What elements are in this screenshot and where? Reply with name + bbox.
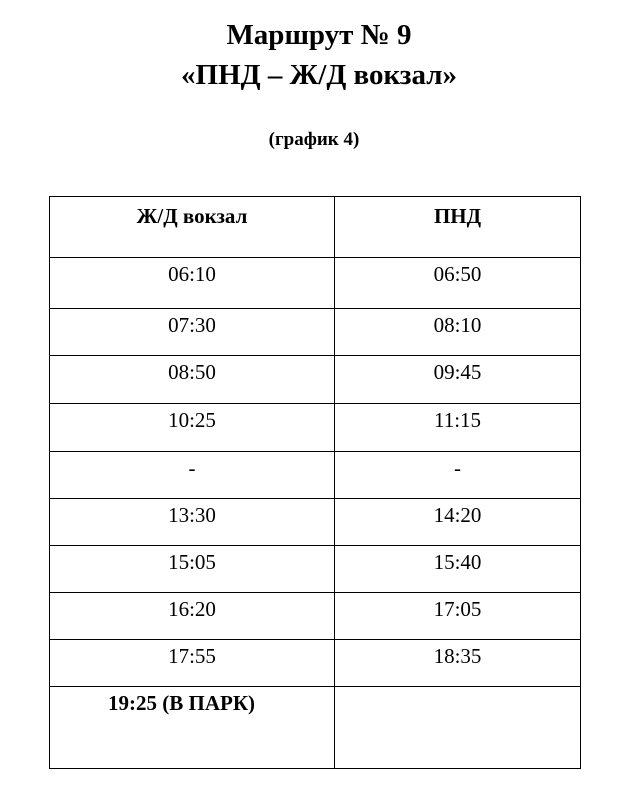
departure-railway-station: 15:05: [50, 546, 335, 593]
departure-pnd: 11:15: [335, 404, 581, 452]
table-row: [50, 546, 581, 593]
departure-pnd: 18:35: [335, 640, 581, 687]
page-title-line-2: «ПНД – Ж/Д вокзал»: [181, 59, 457, 91]
departure-pnd: 09:45: [335, 356, 581, 404]
table-row: [50, 258, 581, 309]
departure-pnd: 06:50: [335, 258, 581, 309]
table-row: [50, 356, 581, 404]
departure-pnd: [335, 687, 581, 769]
column-header-railway-station: Ж/Д вокзал: [50, 197, 335, 258]
departure-railway-station: 16:20: [50, 593, 335, 640]
departure-railway-station: 07:30: [50, 309, 335, 356]
departure-railway-station: 13:30: [50, 499, 335, 546]
table-row: [50, 404, 581, 452]
table-row: [50, 640, 581, 687]
table-row: [50, 452, 581, 499]
page-title-line-1: Маршрут № 9: [226, 19, 412, 51]
departure-pnd: -: [335, 452, 581, 499]
departure-railway-station: 10:25: [50, 404, 335, 452]
table-header-row: [50, 197, 581, 258]
schedule-subtitle: (график 4): [268, 129, 360, 150]
departure-railway-station: 06:10: [50, 258, 335, 309]
departure-railway-station-to-depot: 19:25 (В ПАРК): [50, 687, 335, 769]
column-header-pnd: ПНД: [335, 197, 581, 258]
table-row: [50, 593, 581, 640]
table-row: [50, 499, 581, 546]
departure-railway-station: 17:55: [50, 640, 335, 687]
table-row: [50, 309, 581, 356]
departure-railway-station: -: [50, 452, 335, 499]
departure-pnd: 08:10: [335, 309, 581, 356]
departure-pnd: 15:40: [335, 546, 581, 593]
departure-railway-station: 08:50: [50, 356, 335, 404]
departure-pnd: 14:20: [335, 499, 581, 546]
departure-pnd: 17:05: [335, 593, 581, 640]
schedule-table: [49, 196, 581, 769]
table-row: [50, 687, 581, 769]
